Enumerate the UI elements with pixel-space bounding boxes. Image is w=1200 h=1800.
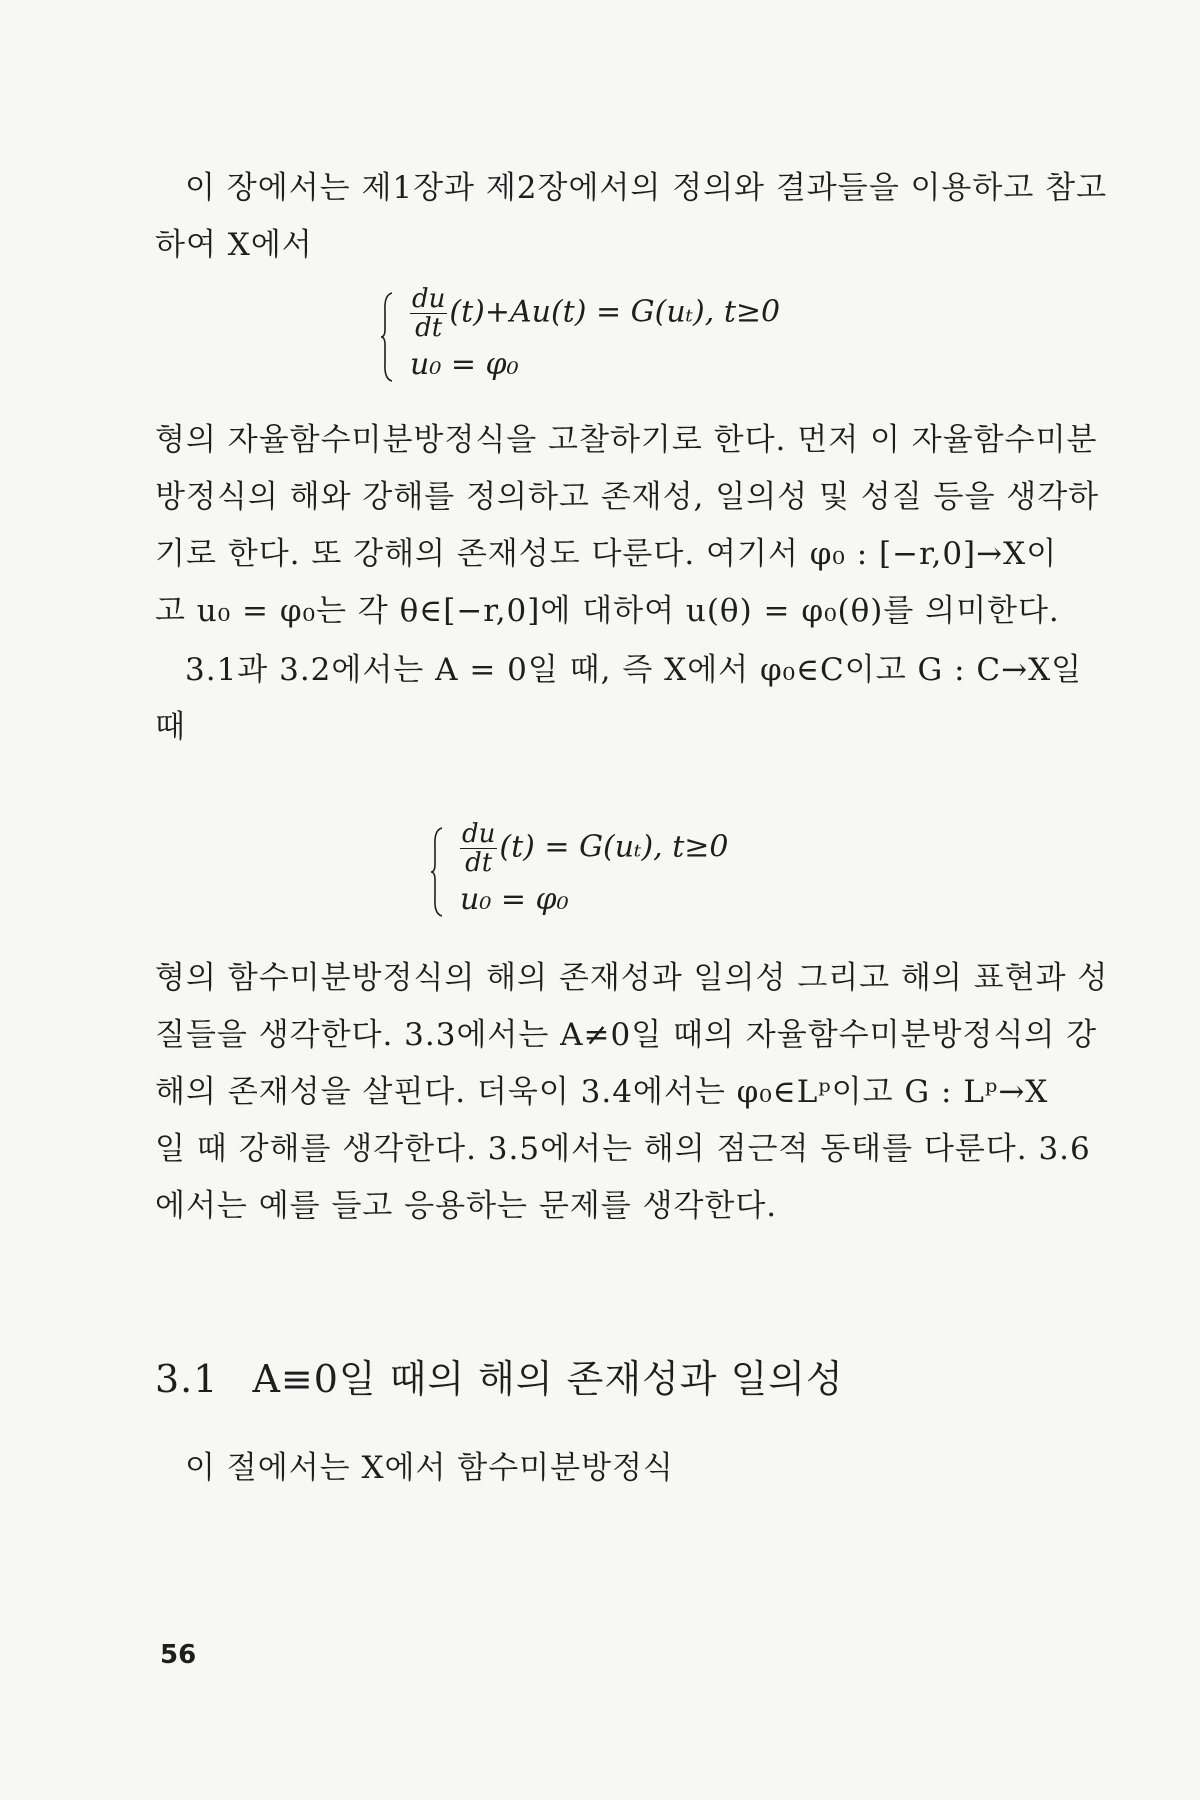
intro-line-2: 하여 X에서 — [155, 227, 313, 263]
page-number: 56 — [160, 1640, 197, 1670]
paragraph-1-line: 방정식의 해와 강해를 정의하고 존재성, 일의성 및 성질 등을 생각하 — [155, 479, 1100, 515]
derivative-fraction: $\frac{du}{dt}$ — [462, 819, 496, 878]
paragraph-3-line: 질들을 생각한다. 3.3에서는 A≠0일 때의 자율함수미분방정식의 강 — [155, 1017, 1098, 1053]
equation-2-row-2: u₀ = φ₀ — [460, 882, 569, 917]
section-number: 3.1 — [155, 1357, 219, 1401]
paragraph-1-line: 고 u₀ = φ₀는 각 θ∈[−r,0]에 대하여 u(θ) = φ₀(θ)를 의미한다. — [155, 593, 1060, 629]
intro-line-1: 이 장에서는 제1장과 제2장에서의 정의와 결과들을 이용하고 참고 — [185, 170, 1108, 206]
paragraph-1-line: 형의 자율함수미분방정식을 고찰하기로 한다. 먼저 이 자율함수미분 — [155, 422, 1098, 458]
derivative-fraction: $\frac{du}{dt}$ — [412, 284, 446, 343]
paragraph-3-line: 형의 함수미분방정식의 해의 존재성과 일의성 그리고 해의 표현과 성 — [155, 960, 1109, 996]
equation-1-row-2: u₀ = φ₀ — [410, 347, 519, 382]
equation-system-2 — [430, 820, 790, 930]
equation-2-row-1: $\frac{du}{dt}$ (t) = G(uₜ), t≥0 — [462, 819, 729, 878]
paragraph-3 — [155, 950, 1109, 1235]
intro-paragraph — [155, 160, 1108, 274]
equation-1-row-1: $\frac{du}{dt}$ (t)+Au(t) = G(uₜ), t≥0 — [412, 284, 781, 343]
section-heading — [155, 1348, 844, 1403]
paragraph-2-line: 때 — [155, 709, 186, 745]
paragraph-3-line: 에서는 예를 들고 응용하는 문제를 생각한다. — [155, 1188, 778, 1224]
paragraph-3-line: 일 때 강해를 생각한다. 3.5에서는 해의 점근적 동태를 다룬다. 3.6 — [155, 1131, 1091, 1167]
paragraph-1 — [155, 412, 1100, 640]
paragraph-3-line: 해의 존재성을 살핀다. 더욱이 3.4에서는 φ₀∈Lᵖ이고 G : Lᵖ→X — [155, 1074, 1049, 1110]
section-intro-line: 이 절에서는 X에서 함수미분방정식 — [185, 1450, 674, 1486]
paragraph-2 — [155, 642, 1083, 756]
left-brace-icon — [430, 826, 444, 918]
section-intro — [155, 1440, 1045, 1497]
left-brace-icon — [380, 291, 394, 383]
paragraph-2-line: 3.1과 3.2에서는 A = 0일 때, 즉 X에서 φ₀∈C이고 G : C→X일 — [185, 652, 1083, 688]
section-title: A≡0일 때의 해의 존재성과 일의성 — [252, 1357, 844, 1401]
paragraph-1-line: 기로 한다. 또 강해의 존재성도 다룬다. 여기서 φ₀ : [−r,0]→X이 — [155, 536, 1058, 572]
equation-system-1 — [380, 285, 800, 395]
